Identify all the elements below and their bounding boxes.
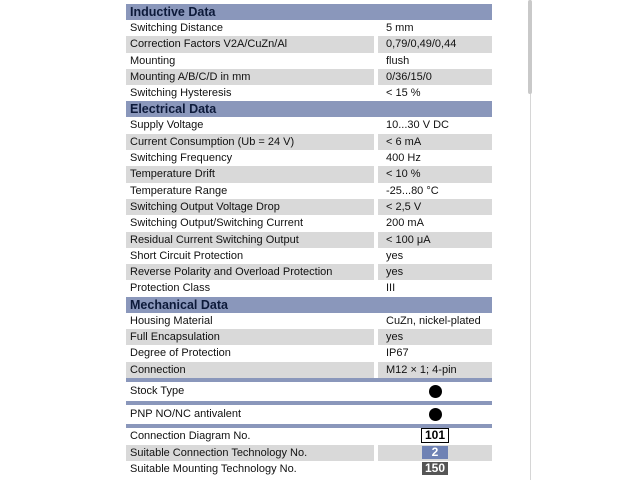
table-row	[126, 461, 492, 477]
row-value: < 6 mA	[378, 134, 492, 150]
row-label: Supply Voltage	[130, 119, 204, 132]
row-value: yes	[378, 329, 492, 345]
table-row	[126, 85, 492, 101]
table-row	[126, 117, 492, 133]
row-value: < 15 %	[386, 87, 421, 100]
section-header-electrical: Electrical Data	[126, 101, 492, 117]
row-value: 5 mm	[386, 22, 414, 34]
row-label: Residual Current Switching Output	[126, 232, 374, 248]
row-label: Temperature Drift	[126, 166, 374, 182]
table-row	[126, 280, 492, 296]
row-label: Short Circuit Protection	[130, 249, 244, 262]
row-label: Protection Class	[130, 282, 211, 295]
row-label: Reverse Polarity and Overload Protection	[126, 264, 374, 280]
table-row	[126, 20, 492, 36]
row-label: Correction Factors V2A/CuZn/Al	[126, 36, 374, 52]
row-label: Temperature Range	[130, 184, 228, 197]
row-label: Current Consumption (Ub = 24 V)	[126, 134, 374, 150]
row-label: Switching Output Voltage Drop	[126, 199, 374, 215]
mount-tech-label: Suitable Mounting Technology No.	[130, 462, 297, 475]
diagram-label: Connection Diagram No.	[130, 429, 251, 442]
pnp-row	[126, 405, 492, 424]
row-label: Switching Output/Switching Current	[130, 217, 304, 230]
row-value: 0,79/0,49/0,44	[378, 36, 492, 52]
table-row	[126, 199, 492, 215]
table-row	[126, 36, 492, 52]
row-value: CuZn, nickel-plated	[386, 314, 481, 327]
table-row	[126, 183, 492, 199]
table-row	[126, 232, 492, 248]
table-row	[126, 264, 492, 280]
row-label: Housing Material	[130, 314, 213, 327]
conn-tech-label: Suitable Connection Technology No.	[126, 445, 374, 461]
stock-type-row	[126, 382, 492, 401]
table-row	[126, 248, 492, 264]
scrollbar-thumb[interactable]	[528, 0, 532, 94]
pnp-label: PNP NO/NC antivalent	[130, 408, 242, 421]
row-value: -25...80 °C	[386, 184, 439, 197]
diagram-number-badge[interactable]: 101	[421, 428, 449, 443]
conn-tech-number-badge[interactable]: 2	[422, 446, 448, 459]
row-label: Switching Hysteresis	[130, 87, 232, 100]
table-row	[126, 445, 492, 461]
table-row	[126, 345, 492, 361]
section-header-inductive: Inductive Data	[126, 4, 492, 20]
row-value: yes	[378, 264, 492, 280]
row-label: Switching Distance	[130, 22, 223, 34]
stock-type-label: Stock Type	[130, 385, 185, 398]
row-value: 400 Hz	[386, 152, 421, 165]
table-row	[126, 362, 492, 378]
table-row	[126, 329, 492, 345]
row-value: 0/36/15/0	[378, 69, 492, 85]
row-label: Degree of Protection	[130, 347, 231, 360]
row-value: M12 × 1; 4-pin	[378, 362, 492, 378]
table-row	[126, 134, 492, 150]
datasheet-table	[126, 0, 492, 477]
filled-dot-icon	[429, 408, 442, 421]
row-value: III	[386, 282, 396, 295]
table-row	[126, 166, 492, 182]
table-row	[126, 53, 492, 69]
row-value: 10...30 V DC	[386, 119, 449, 132]
table-row	[126, 69, 492, 85]
section-header-mechanical: Mechanical Data	[126, 297, 492, 313]
row-label: Full Encapsulation	[126, 329, 374, 345]
table-row	[126, 150, 492, 166]
filled-dot-icon	[429, 385, 442, 398]
row-label: Connection	[126, 362, 374, 378]
row-value: yes	[386, 249, 404, 262]
row-label: Switching Frequency	[130, 152, 233, 165]
row-value: < 10 %	[378, 166, 492, 182]
row-value: flush	[386, 54, 410, 67]
table-row	[126, 215, 492, 231]
row-label: Mounting A/B/C/D in mm	[126, 69, 374, 85]
row-value: 200 mA	[386, 217, 424, 230]
row-value: < 2,5 V	[378, 199, 492, 215]
mount-tech-number-badge[interactable]: 150	[422, 462, 448, 475]
table-row	[126, 428, 492, 445]
row-label: Mounting	[130, 54, 176, 67]
table-row	[126, 313, 492, 329]
row-value: < 100 μA	[378, 232, 492, 248]
row-value: IP67	[386, 347, 409, 360]
